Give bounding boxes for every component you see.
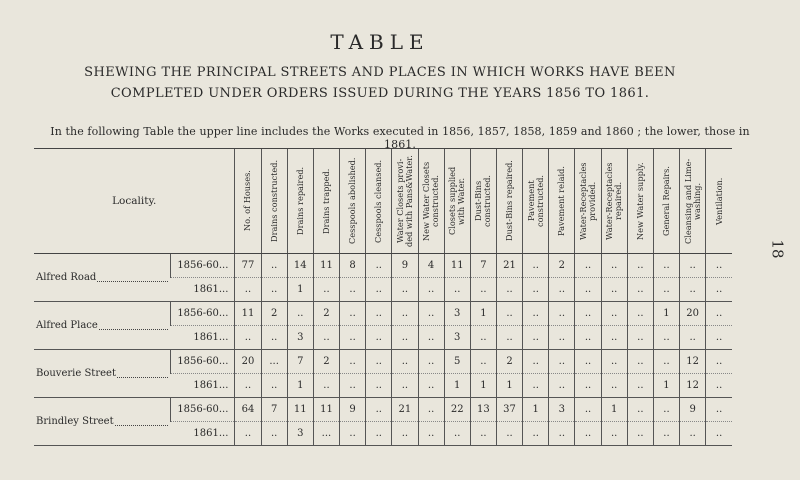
column-header — [706, 149, 732, 254]
value-cell: .. — [627, 398, 653, 422]
table-title: TABLE — [330, 30, 430, 54]
value-cell: 7 — [470, 254, 496, 278]
value-cell: .. — [627, 374, 653, 398]
year-range-cell: 1861... — [170, 326, 235, 350]
value-cell: .. — [366, 254, 392, 278]
value-cell: .. — [549, 278, 575, 302]
value-cell: .. — [261, 374, 287, 398]
table-body — [34, 254, 732, 446]
value-cell: .. — [496, 422, 522, 446]
leader-dots — [99, 321, 168, 330]
value-cell: .. — [366, 278, 392, 302]
value-cell: .. — [601, 350, 627, 374]
value-cell: .. — [261, 422, 287, 446]
value-cell: .. — [366, 302, 392, 326]
column-header — [653, 149, 679, 254]
value-cell: 3 — [444, 302, 470, 326]
value-cell: 1 — [523, 398, 549, 422]
value-cell: 37 — [496, 398, 522, 422]
value-cell: .. — [366, 326, 392, 350]
value-cell: 9 — [680, 398, 706, 422]
locality-name: Brindley Street — [36, 416, 114, 427]
value-cell: .. — [392, 350, 418, 374]
value-cell: .. — [601, 326, 627, 350]
value-cell: 1 — [470, 302, 496, 326]
value-cell: .. — [627, 302, 653, 326]
column-header-label: Pavement constructed. — [525, 174, 545, 228]
value-cell: 1 — [653, 302, 679, 326]
column-header-label: Drains repaired. — [294, 166, 305, 236]
value-cell: .. — [575, 374, 601, 398]
value-cell: .. — [340, 278, 366, 302]
value-cell: 2 — [261, 302, 287, 326]
value-cell: .. — [523, 326, 549, 350]
value-cell: 9 — [392, 254, 418, 278]
value-cell: .. — [313, 374, 339, 398]
value-cell: .. — [575, 302, 601, 326]
value-cell: 2 — [549, 254, 575, 278]
value-cell: ... — [313, 422, 339, 446]
value-cell: .. — [680, 254, 706, 278]
value-cell: ... — [261, 350, 287, 374]
value-cell: 1 — [496, 374, 522, 398]
column-header — [549, 149, 575, 254]
value-cell: .. — [706, 350, 732, 374]
value-cell: .. — [627, 350, 653, 374]
column-header — [418, 149, 444, 254]
value-cell: .. — [470, 350, 496, 374]
table-subtitle: SHEWING THE PRINCIPAL STREETS AND PLACES IN WHICH WORKS HAVE BEEN COMPLETED UNDER ORDERS ISSUED DURING THE YEARS 1856 TO 1861. — [84, 65, 676, 101]
value-cell: .. — [444, 278, 470, 302]
value-cell: 11 — [313, 398, 339, 422]
leader-dots — [97, 273, 167, 282]
value-cell: 21 — [392, 398, 418, 422]
value-cell: .. — [575, 350, 601, 374]
column-header — [575, 149, 601, 254]
year-range-cell: 1856-60... — [170, 350, 235, 374]
value-cell: 1 — [444, 374, 470, 398]
value-cell: 1 — [287, 278, 313, 302]
column-header — [680, 149, 706, 254]
value-cell: .. — [706, 254, 732, 278]
value-cell: .. — [549, 350, 575, 374]
value-cell: .. — [706, 422, 732, 446]
leader-dots — [117, 369, 168, 378]
leader-dots — [115, 417, 168, 426]
value-cell: 20 — [235, 350, 261, 374]
value-cell: 3 — [287, 326, 313, 350]
column-header — [523, 149, 549, 254]
value-cell: 5 — [444, 350, 470, 374]
value-cell: 4 — [418, 254, 444, 278]
value-cell: .. — [575, 422, 601, 446]
value-cell: 20 — [680, 302, 706, 326]
value-cell: .. — [470, 326, 496, 350]
value-cell: .. — [496, 326, 522, 350]
column-header-label: New Water Closets constructed. — [421, 161, 441, 241]
column-header-label: Dust-Bins constructed. — [473, 174, 493, 228]
value-cell: .. — [680, 326, 706, 350]
year-range-cell: 1861... — [170, 374, 235, 398]
value-cell: .. — [601, 422, 627, 446]
value-cell: .. — [470, 422, 496, 446]
value-cell: .. — [313, 278, 339, 302]
table-row — [34, 350, 732, 374]
value-cell: 2 — [313, 302, 339, 326]
value-cell: .. — [418, 278, 444, 302]
value-cell: .. — [653, 422, 679, 446]
value-cell: .. — [653, 326, 679, 350]
value-cell: 2 — [313, 350, 339, 374]
value-cell: .. — [392, 422, 418, 446]
value-cell: .. — [340, 422, 366, 446]
value-cell: 64 — [235, 398, 261, 422]
value-cell: .. — [261, 254, 287, 278]
year-range-cell: 1861... — [170, 422, 235, 446]
column-header — [313, 149, 339, 254]
column-header — [392, 149, 418, 254]
value-cell: .. — [235, 326, 261, 350]
locality-name: Alfred Road — [36, 272, 97, 283]
value-cell: .. — [627, 254, 653, 278]
column-header — [287, 149, 313, 254]
value-cell: .. — [653, 398, 679, 422]
value-cell: .. — [392, 326, 418, 350]
value-cell: .. — [680, 422, 706, 446]
value-cell: 14 — [287, 254, 313, 278]
value-cell: .. — [392, 374, 418, 398]
column-header — [601, 149, 627, 254]
column-header-label: Dust-Bins repaired. — [504, 160, 515, 242]
value-cell: .. — [523, 302, 549, 326]
value-cell: 12 — [680, 374, 706, 398]
value-cell: .. — [287, 302, 313, 326]
value-cell: .. — [680, 278, 706, 302]
column-header — [340, 149, 366, 254]
value-cell: .. — [653, 350, 679, 374]
value-cell: .. — [653, 254, 679, 278]
column-header-label: General Repairs. — [660, 166, 671, 236]
value-cell: .. — [340, 302, 366, 326]
column-header — [235, 149, 261, 254]
column-header-label: Drains trapped. — [320, 168, 331, 234]
value-cell: .. — [706, 302, 732, 326]
works-table — [34, 148, 732, 446]
value-cell: .. — [340, 374, 366, 398]
value-cell: 22 — [444, 398, 470, 422]
value-cell: .. — [706, 326, 732, 350]
column-header — [261, 149, 287, 254]
table-row — [34, 302, 732, 326]
value-cell: .. — [418, 398, 444, 422]
value-cell: .. — [706, 278, 732, 302]
column-header-label: Cleansing and Lime- washing. — [682, 158, 702, 244]
value-cell: .. — [366, 350, 392, 374]
locality-cell — [34, 350, 170, 398]
value-cell: .. — [470, 278, 496, 302]
value-cell: .. — [575, 254, 601, 278]
value-cell: .. — [313, 326, 339, 350]
value-cell: 7 — [287, 350, 313, 374]
value-cell: .. — [418, 374, 444, 398]
value-cell: .. — [523, 374, 549, 398]
value-cell: 77 — [235, 254, 261, 278]
value-cell: .. — [601, 374, 627, 398]
value-cell: .. — [261, 278, 287, 302]
value-cell: 1 — [470, 374, 496, 398]
value-cell: .. — [627, 422, 653, 446]
value-cell: 2 — [496, 350, 522, 374]
value-cell: 8 — [340, 254, 366, 278]
column-header — [627, 149, 653, 254]
column-header — [366, 149, 392, 254]
value-cell: 11 — [313, 254, 339, 278]
column-header — [444, 149, 470, 254]
column-header — [496, 149, 522, 254]
value-cell: .. — [549, 302, 575, 326]
value-cell: .. — [496, 278, 522, 302]
value-cell: .. — [523, 350, 549, 374]
value-cell: .. — [366, 422, 392, 446]
value-cell: .. — [549, 374, 575, 398]
value-cell: .. — [418, 422, 444, 446]
value-cell: .. — [549, 422, 575, 446]
column-header-label: No. of Houses. — [242, 170, 253, 232]
column-header-label: Closets supplied with Water. — [447, 166, 467, 236]
value-cell: .. — [235, 278, 261, 302]
value-cell: 9 — [340, 398, 366, 422]
value-cell: 11 — [444, 254, 470, 278]
value-cell: .. — [575, 326, 601, 350]
value-cell: .. — [418, 326, 444, 350]
value-cell: .. — [653, 278, 679, 302]
value-cell: .. — [366, 398, 392, 422]
year-range-cell: 1861... — [170, 278, 235, 302]
value-cell: .. — [444, 422, 470, 446]
table-row — [34, 398, 732, 422]
column-header — [470, 149, 496, 254]
column-header-label: Water Closets provi- ded with Pans&Water. — [394, 155, 414, 247]
column-header-label: Cesspools cleansed. — [373, 159, 384, 243]
table-row — [34, 254, 732, 278]
value-cell: 11 — [287, 398, 313, 422]
page-number: 18 — [768, 239, 787, 259]
locality-cell — [34, 254, 170, 302]
value-cell: .. — [392, 302, 418, 326]
year-range-cell: 1856-60... — [170, 398, 235, 422]
value-cell: 1 — [287, 374, 313, 398]
column-header-label: Pavement relaid. — [556, 166, 567, 236]
value-cell: 3 — [287, 422, 313, 446]
value-cell: .. — [523, 254, 549, 278]
value-cell: .. — [366, 374, 392, 398]
locality-name: Bouverie Street — [36, 368, 116, 379]
year-range-cell: 1856-60... — [170, 302, 235, 326]
value-cell: .. — [523, 422, 549, 446]
column-header-label: Drains constructed. — [268, 159, 279, 243]
value-cell: .. — [418, 350, 444, 374]
value-cell: .. — [235, 374, 261, 398]
value-cell: .. — [340, 350, 366, 374]
value-cell: .. — [601, 278, 627, 302]
value-cell: .. — [575, 398, 601, 422]
value-cell: .. — [627, 278, 653, 302]
value-cell: 12 — [680, 350, 706, 374]
value-cell: .. — [549, 326, 575, 350]
year-range-cell: 1856-60... — [170, 254, 235, 278]
column-header-label: Water-Receptacles repaired. — [604, 162, 624, 240]
value-cell: .. — [706, 374, 732, 398]
value-cell: 21 — [496, 254, 522, 278]
locality-name: Alfred Place — [36, 320, 98, 331]
column-header-label: Ventilation. — [713, 177, 724, 225]
column-header-label: New Water supply. — [634, 162, 645, 240]
value-cell: 3 — [444, 326, 470, 350]
value-cell: 11 — [235, 302, 261, 326]
value-cell: .. — [340, 326, 366, 350]
locality-cell — [34, 398, 170, 446]
column-header-label: Water-Receptacles provided. — [578, 162, 598, 240]
value-cell: 1 — [653, 374, 679, 398]
value-cell: .. — [575, 278, 601, 302]
value-cell: .. — [706, 398, 732, 422]
value-cell: .. — [601, 302, 627, 326]
value-cell: .. — [235, 422, 261, 446]
value-cell: .. — [496, 302, 522, 326]
value-cell: .. — [601, 254, 627, 278]
value-cell: .. — [627, 326, 653, 350]
value-cell: .. — [523, 278, 549, 302]
value-cell: .. — [261, 326, 287, 350]
value-cell: .. — [418, 302, 444, 326]
value-cell: .. — [392, 278, 418, 302]
locality-header: Locality. — [34, 149, 235, 254]
header-row — [34, 149, 732, 254]
value-cell: 1 — [601, 398, 627, 422]
column-header-label: Cesspools abolished. — [347, 157, 358, 245]
value-cell: 3 — [549, 398, 575, 422]
value-cell: 7 — [261, 398, 287, 422]
value-cell: 13 — [470, 398, 496, 422]
intro-text: In the following Table the upper line includes the Works executed in 1856, 1857, 1858, 1859 and 1860 ; the lower, those in 1861. — [50, 125, 750, 151]
locality-cell — [34, 302, 170, 350]
